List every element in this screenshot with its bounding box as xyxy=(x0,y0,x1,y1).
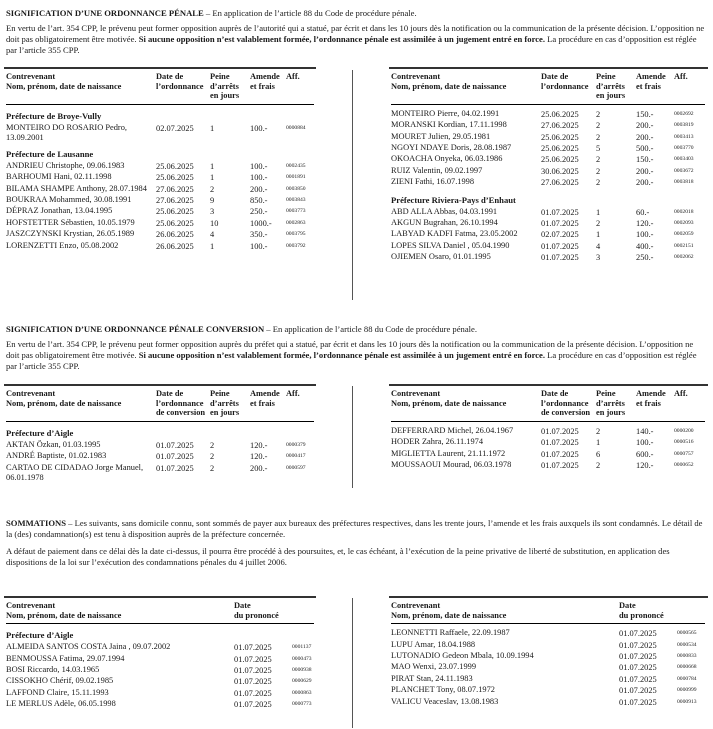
cell-amende: 100.- xyxy=(636,438,654,448)
table-row xyxy=(6,172,314,183)
cell-peine: 2 xyxy=(596,166,601,176)
cell-aff: 0000652 xyxy=(674,462,694,468)
cell-date: 01.07.2025 xyxy=(541,449,579,459)
cell-date: 25.06.2025 xyxy=(156,173,194,183)
header-amende: Amende et frais xyxy=(250,72,280,91)
cell-aff: 0000417 xyxy=(286,453,306,460)
section1-body-bold: Si aucune opposition n’est valablement formée, l’ordonnance pénale est assimilée à un jugement entré en force. xyxy=(138,34,546,44)
table-row xyxy=(391,449,705,460)
cell-amende: 350.- xyxy=(250,230,268,240)
cell-date: 25.06.2025 xyxy=(156,207,194,217)
cell-name: LEONNETTI Raffaele, 22.09.1987 xyxy=(391,628,510,638)
table-row xyxy=(6,229,314,240)
table-row xyxy=(6,654,314,665)
cell-amende: 60.- xyxy=(636,207,650,217)
cell-aff: 0000999 xyxy=(677,687,697,694)
cell-name: ANDRÉ Baptiste, 01.02.1983 xyxy=(6,451,107,461)
cell-peine: 2 xyxy=(596,426,601,436)
table-row xyxy=(391,685,705,696)
cell-date: 01.07.2025 xyxy=(234,688,272,698)
cell-peine: 2 xyxy=(210,452,215,462)
table-row xyxy=(6,642,314,653)
table-row xyxy=(391,229,705,240)
cell-peine: 1 xyxy=(596,207,601,217)
cell-aff: 0002062 xyxy=(674,254,694,261)
header-peine: Peine d’arrêts en jours xyxy=(596,389,626,418)
header-amende: Amende et frais xyxy=(250,389,280,408)
cell-peine: 2 xyxy=(596,121,601,131)
section3-left-rule xyxy=(4,596,316,598)
cell-date: 25.06.2025 xyxy=(156,218,194,228)
cell-date: 01.07.2025 xyxy=(541,219,579,229)
cell-date: 01.07.2025 xyxy=(234,654,272,664)
cell-amende: 100.- xyxy=(250,161,268,171)
table-row xyxy=(391,132,705,143)
cell-name: HOFSTETTER Sébastien, 10.05.1979 xyxy=(6,217,135,227)
cell-peine: 2 xyxy=(210,440,215,450)
cell-peine: 1 xyxy=(596,438,601,448)
cell-amende: 600.- xyxy=(636,449,654,459)
cell-aff: 0003843 xyxy=(286,197,306,203)
cell-peine: 3 xyxy=(210,207,215,217)
cell-name: VALICU Veaceslav, 13.08.1983 xyxy=(391,696,499,706)
table-row xyxy=(391,166,705,177)
cell-name: MAO Wenxi, 23.07.1999 xyxy=(391,662,477,672)
cell-aff: 0000668 xyxy=(677,664,697,671)
cell-aff: 0003773 xyxy=(286,208,306,215)
cell-amende: 500.- xyxy=(636,144,654,153)
cell-aff: 0003403 xyxy=(674,156,694,163)
cell-name: AKTAN Özkan, 01.03.1995 xyxy=(6,439,101,449)
cell-name: BOSI Riccardo, 14.03.1965 xyxy=(6,665,100,674)
header-amende: Amende et frais xyxy=(636,72,666,91)
cell-name: CISSOKHO Chérif, 09.02.1985 xyxy=(6,676,114,686)
header-aff: Aff. xyxy=(674,389,688,398)
cell-name: DÉPRAZ Jonathan, 13.04.1995 xyxy=(6,206,113,216)
cell-peine: 2 xyxy=(596,155,601,165)
section3-body: A défaut de paiement dans ce délai dès la date ci-dessus, il pourra être procédé à des poursuites, et, le cas échéant, à l’exécution de la peine privative de liberté de substitution, en application des dispositions de la loi sur l’exécution des condamnations pénales du 4 juillet 2006. xyxy=(6,546,670,567)
cell-name: LOPES SILVA Daniel , 05.04.1990 xyxy=(391,240,510,250)
cell-aff: 0000833 xyxy=(677,653,697,659)
table-row xyxy=(391,252,705,263)
cell-name: HODER Zahra, 26.11.1974 xyxy=(391,437,484,447)
section2-right-table xyxy=(391,389,705,471)
section2-body xyxy=(6,339,706,372)
header-peine: Peine d’arrêts en jours xyxy=(210,389,240,418)
cell-name: MONTEIRO Pierre, 04.02.1991 xyxy=(391,108,500,118)
section1-column-divider xyxy=(352,70,353,300)
cell-aff: 0000863 xyxy=(292,689,312,696)
cell-peine: 2 xyxy=(596,178,601,188)
section2-title-line xyxy=(6,324,706,335)
table-row xyxy=(391,426,705,437)
table-row xyxy=(6,699,314,710)
table-body xyxy=(6,630,314,710)
cell-peine: 1 xyxy=(210,161,215,171)
cell-amende: 120.- xyxy=(250,452,268,462)
cell-aff: 0000784 xyxy=(677,675,697,682)
section1-body-tail: La procédure en cas d’opposition est réglée par l’article 355 CPP. xyxy=(6,34,697,55)
cell-aff: 0000516 xyxy=(674,439,694,446)
cell-peine: 2 xyxy=(596,461,601,470)
cell-aff: 0002093 xyxy=(674,220,694,227)
section1-body xyxy=(6,23,706,56)
cell-peine: 1 xyxy=(210,123,215,133)
cell-peine: 4 xyxy=(596,241,601,251)
header-date: Date de l’ordonnance de conversion xyxy=(156,389,206,418)
cell-amende: 850.- xyxy=(250,196,268,205)
cell-date: 01.07.2025 xyxy=(541,207,579,217)
cell-date: 01.07.2025 xyxy=(234,666,272,675)
cell-date: 01.07.2025 xyxy=(541,253,579,263)
prefecture-heading: Préfecture d’Aigle xyxy=(6,427,74,438)
cell-aff: 0003770 xyxy=(674,145,694,151)
header-date: Date de l’ordonnance de conversion xyxy=(541,389,591,418)
cell-name: PIRAT Stan, 24.11.1983 xyxy=(391,673,473,683)
header-peine: Peine d’arrêts en jours xyxy=(596,72,626,101)
cell-amende: 120.- xyxy=(250,440,268,450)
table-row xyxy=(391,154,705,165)
cell-name: JASZCZYNSKI Krystian, 26.05.1989 xyxy=(6,229,135,239)
table-row xyxy=(6,161,314,172)
cell-amende: 200.- xyxy=(636,166,654,176)
header-date: Date du prononcé xyxy=(619,601,664,620)
cell-amende: 250.- xyxy=(250,207,268,217)
table-header xyxy=(391,389,705,422)
cell-date: 02.07.2025 xyxy=(156,123,194,133)
table-row xyxy=(6,688,314,699)
cell-date: 26.06.2025 xyxy=(156,230,194,240)
cell-aff: 0003792 xyxy=(286,242,306,249)
cell-amende: 150.- xyxy=(636,155,654,165)
table-row xyxy=(391,241,705,252)
cell-amende: 120.- xyxy=(636,461,654,470)
cell-name: ABD ALLA Abbas, 04.03.1991 xyxy=(391,206,498,216)
cell-date: 01.07.2025 xyxy=(541,426,579,436)
cell-peine: 10 xyxy=(210,218,219,228)
cell-amende: 100.- xyxy=(250,123,268,133)
cell-aff: 0002059 xyxy=(674,231,694,238)
table-row xyxy=(6,123,314,143)
section2-right-rule xyxy=(389,384,708,386)
cell-aff: 0000379 xyxy=(286,441,306,448)
table-row xyxy=(391,640,705,651)
header-aff: Aff. xyxy=(286,389,300,398)
table-row xyxy=(6,218,314,229)
cell-aff: 0003413 xyxy=(674,133,694,140)
cell-name: BENMOUSSA Fatima, 29.07.1994 xyxy=(6,653,125,663)
cell-peine: 5 xyxy=(596,144,601,153)
prefecture-heading: Préfecture Riviera-Pays d’Enhaut xyxy=(391,194,516,205)
table-row xyxy=(6,184,314,195)
section3-title: SOMMATIONS xyxy=(6,518,67,528)
cell-peine: 1 xyxy=(596,230,601,240)
section3-column-divider xyxy=(352,598,353,728)
cell-name: ANDRIEU Christophe, 09.06.1983 xyxy=(6,160,125,170)
cell-date: 01.07.2025 xyxy=(234,700,272,710)
header-contrevenant: Contrevenant Nom, prénom, date de naissance xyxy=(391,389,507,408)
section2-intro: – En application de l’article 88 du Code de procédure pénale. xyxy=(264,324,478,334)
cell-aff: 0003672 xyxy=(674,167,694,174)
table-body xyxy=(6,111,314,252)
cell-name: AKGUN Bugrahan, 26.10.1994 xyxy=(391,218,498,228)
table-row xyxy=(6,676,314,687)
cell-aff: 0000565 xyxy=(677,630,697,637)
cell-date: 25.06.2025 xyxy=(541,155,579,165)
table-row xyxy=(6,241,314,252)
cell-date: 01.07.2025 xyxy=(619,674,657,684)
section1-right-table xyxy=(391,72,705,264)
table-row xyxy=(391,697,705,708)
cell-date: 25.06.2025 xyxy=(156,161,194,171)
cell-amende: 120.- xyxy=(636,219,654,229)
section2-title: SIGNIFICATION D’UNE ORDONNANCE PÉNALE CONVERSION xyxy=(6,324,265,334)
cell-name: LABYAD KADFI Fatma, 23.05.2002 xyxy=(391,229,518,239)
cell-aff: 0000773 xyxy=(292,701,312,708)
table-body xyxy=(391,422,705,472)
cell-date: 27.06.2025 xyxy=(156,184,194,194)
table-row xyxy=(6,440,314,451)
section2-left-table xyxy=(6,389,314,483)
cell-name: OKOACHA Onyeka, 06.03.1986 xyxy=(391,154,503,164)
section2-left-rule xyxy=(4,384,316,386)
cell-name: LUPU Amar, 18.04.1988 xyxy=(391,639,476,649)
section1-left-table xyxy=(6,72,314,252)
cell-name: BOUKRAA Mohammed, 30.08.1991 xyxy=(6,195,132,204)
table-row xyxy=(391,143,705,154)
section3-intro: – Les suivants, sans domicile connu, sont sommés de payer aux bureaux des préfectures respectives, dans les trente jours, l’amende et les frais auxquels ils sont condamnés. Le détail de la (des) condamnation(s) est tenu à disposition auprès de la préfecture concernée. xyxy=(6,518,703,539)
table-body xyxy=(391,105,705,264)
cell-date: 01.07.2025 xyxy=(541,438,579,448)
table-row xyxy=(6,451,314,462)
cell-name: LE MERLUS Adèle, 06.05.1998 xyxy=(6,699,116,709)
cell-date: 01.07.2025 xyxy=(234,643,272,653)
section2-column-divider xyxy=(352,386,353,488)
cell-date: 02.07.2025 xyxy=(541,230,579,240)
cell-date: 01.07.2025 xyxy=(156,463,194,473)
header-peine: Peine d’arrêts en jours xyxy=(210,72,240,101)
section2-body-tail: La procédure en cas d’opposition est réglée par l’article 355 CPP. xyxy=(6,350,697,371)
cell-date: 25.06.2025 xyxy=(541,109,579,119)
cell-peine: 2 xyxy=(596,109,601,119)
cell-aff: 0001137 xyxy=(292,644,312,651)
table-row xyxy=(6,195,314,206)
prefecture-heading: Préfecture d’Aigle xyxy=(6,630,74,641)
cell-name: MOURET Julien, 29.05.1981 xyxy=(391,131,491,141)
cell-name: LAFFOND Claire, 15.11.1993 xyxy=(6,687,109,697)
table-body xyxy=(6,428,314,483)
cell-aff: 0000938 xyxy=(292,667,312,673)
cell-aff: 0002018 xyxy=(674,208,694,215)
cell-name: MOUSSAOUI Mourad, 06.03.1978 xyxy=(391,460,512,469)
cell-peine: 3 xyxy=(596,253,601,263)
cell-name: ZIENI Fathi, 16.07.1998 xyxy=(391,177,475,187)
cell-aff: 0000534 xyxy=(677,641,697,648)
section3-right-table xyxy=(391,601,705,708)
cell-aff: 0000884 xyxy=(286,124,306,131)
cell-peine: 4 xyxy=(210,230,215,240)
section2-body-bold: Si aucune opposition n’est valablement formée, l’ordonnance pénale est assimilée à un jugement entré en force. xyxy=(138,350,546,360)
cell-date: 01.07.2025 xyxy=(619,652,657,661)
table-row xyxy=(391,120,705,131)
table-row xyxy=(6,665,314,676)
table-header xyxy=(6,72,314,105)
cell-date: 26.06.2025 xyxy=(156,241,194,251)
section3-intro-para xyxy=(6,518,706,540)
table-row xyxy=(391,109,705,120)
table-row xyxy=(6,206,314,217)
cell-aff: 0003819 xyxy=(674,122,694,129)
cell-amende: 400.- xyxy=(636,241,654,251)
cell-amende: 100.- xyxy=(636,230,654,240)
cell-date: 27.06.2025 xyxy=(541,178,579,188)
cell-name: MONTEIRO DO ROSARIO Pedro, 13.09.2001 xyxy=(6,122,127,142)
cell-date: 01.07.2025 xyxy=(619,686,657,696)
cell-peine: 1 xyxy=(210,241,215,251)
cell-date: 01.07.2025 xyxy=(619,697,657,707)
cell-name: NGOYI NDAYE Doris, 28.08.1987 xyxy=(391,143,512,152)
cell-aff: 0003850 xyxy=(286,185,306,192)
header-contrevenant: Contrevenant Nom, prénom, date de naissance xyxy=(6,389,122,408)
cell-aff: 0003795 xyxy=(286,231,306,238)
cell-name: PLANCHET Tony, 08.07.1972 xyxy=(391,685,495,695)
cell-date: 27.06.2025 xyxy=(156,196,194,205)
table-row xyxy=(391,218,705,229)
cell-aff: 0000629 xyxy=(292,678,312,685)
cell-aff: 0001891 xyxy=(286,174,306,181)
cell-aff: 0000200 xyxy=(674,427,694,434)
cell-peine: 2 xyxy=(210,463,215,473)
cell-name: OJIEMEN Osaro, 01.01.1995 xyxy=(391,252,491,262)
cell-date: 01.07.2025 xyxy=(156,452,194,462)
cell-aff: 0000913 xyxy=(677,698,697,705)
cell-aff: 0002863 xyxy=(286,219,306,226)
header-aff: Aff. xyxy=(674,72,688,81)
cell-aff: 0002151 xyxy=(674,242,694,249)
cell-date: 01.07.2025 xyxy=(541,241,579,251)
cell-amende: 150.- xyxy=(636,109,654,119)
cell-amende: 1000.- xyxy=(250,218,272,228)
cell-peine: 6 xyxy=(596,449,601,459)
cell-name: LORENZETTI Enzo, 05.08.2002 xyxy=(6,240,119,250)
cell-date: 01.07.2025 xyxy=(156,440,194,450)
cell-peine: 1 xyxy=(210,173,215,183)
table-header xyxy=(391,72,705,105)
table-header xyxy=(6,601,314,624)
table-row xyxy=(391,662,705,673)
table-row xyxy=(391,628,705,639)
cell-name: BARHOUMI Hani, 02.11.1998 xyxy=(6,172,112,182)
cell-aff: 0003818 xyxy=(674,179,694,186)
cell-peine: 2 xyxy=(596,219,601,229)
cell-amende: 100.- xyxy=(250,241,268,251)
cell-aff: 0002692 xyxy=(674,110,694,117)
prefecture-heading: Préfecture de Lausanne xyxy=(6,148,94,159)
header-date: Date du prononcé xyxy=(234,601,279,620)
cell-aff: 0000473 xyxy=(292,655,312,662)
cell-amende: 200.- xyxy=(636,132,654,142)
cell-name: LUTONADIO Gedeon Mbala, 10.09.1994 xyxy=(391,651,534,660)
cell-aff: 0000757 xyxy=(674,450,694,457)
cell-amende: 140.- xyxy=(636,426,654,436)
header-contrevenant: Contrevenant Nom, prénom, date de naissance xyxy=(6,601,122,620)
cell-amende: 200.- xyxy=(250,184,268,194)
cell-name: RUIZ Valentin, 09.02.1997 xyxy=(391,165,483,175)
table-row xyxy=(391,177,705,188)
cell-name: MIGLIETTA Laurent, 21.11.1972 xyxy=(391,448,506,458)
cell-name: CARTAO DE CIDADAO Jorge Manuel, 06.01.1978 xyxy=(6,462,144,482)
cell-amende: 200.- xyxy=(636,121,654,131)
section3-right-rule xyxy=(389,596,708,598)
table-row xyxy=(391,460,705,471)
cell-peine: 2 xyxy=(210,184,215,194)
header-date: Date de l’ordonnance xyxy=(541,72,589,91)
table-header xyxy=(391,601,705,624)
table-header xyxy=(6,389,314,422)
cell-amende: 250.- xyxy=(636,253,654,263)
cell-date: 01.07.2025 xyxy=(234,677,272,687)
table-row xyxy=(391,651,705,662)
cell-date: 27.06.2025 xyxy=(541,121,579,131)
cell-peine: 2 xyxy=(596,132,601,142)
cell-amende: 100.- xyxy=(250,173,268,183)
header-contrevenant: Contrevenant Nom, prénom, date de naissance xyxy=(391,601,507,620)
section1-body-text: En vertu de l’art. 354 CPP, le prévenu peut former opposition auprès de l’autorité qui a statué, par écrit et dans les 10 jours dès la notification ou la communication de la présente décision. L’opposition ne doit pas obligatoirement être motivée. xyxy=(6,23,705,44)
cell-name: MORANSKI Kordian, 17.11.1998 xyxy=(391,120,507,130)
table-row xyxy=(391,207,705,218)
cell-aff: 0000597 xyxy=(286,464,306,471)
header-aff: Aff. xyxy=(286,72,300,81)
cell-date: 25.06.2025 xyxy=(541,132,579,142)
header-amende: Amende et frais xyxy=(636,389,666,408)
section1-left-rule xyxy=(4,67,316,69)
cell-name: DEFFERRARD Michel, 26.04.1967 xyxy=(391,425,514,435)
cell-date: 01.07.2025 xyxy=(619,640,657,650)
table-row xyxy=(391,437,705,448)
cell-date: 01.07.2025 xyxy=(619,663,657,673)
section1-title-line xyxy=(6,8,706,19)
cell-date: 30.06.2025 xyxy=(541,166,579,176)
prefecture-heading: Préfecture de Broye-Vully xyxy=(6,110,102,121)
header-contrevenant: Contrevenant Nom, prénom, date de naissance xyxy=(6,72,122,91)
cell-peine: 9 xyxy=(210,196,215,205)
cell-name: BILAMA SHAMPE Anthony, 28.07.1984 xyxy=(6,183,147,193)
cell-amende: 200.- xyxy=(636,178,654,188)
table-body xyxy=(391,624,705,708)
section1-title: SIGNIFICATION D’UNE ORDONNANCE PÉNALE xyxy=(6,8,204,18)
section1-right-rule xyxy=(389,67,708,69)
section1-intro: – En application de l’article 88 du Code de procédure pénale. xyxy=(203,8,417,18)
table-row xyxy=(6,463,314,483)
table-row xyxy=(391,674,705,685)
cell-name: ALMEIDA SANTOS COSTA Jaina , 09.07.2002 xyxy=(6,642,171,652)
section2-body-text: En vertu de l’art. 354 CPP, le prévenu peut former opposition auprès du préfet qui a statué, par écrit et dans les 10 jours dès la notification ou la communication de la présente décision. L’opposition ne doit pas obligatoirement être motivée. xyxy=(6,339,694,360)
cell-date: 01.07.2025 xyxy=(541,461,579,470)
header-date: Date de l’ordonnance xyxy=(156,72,204,91)
section3-left-table xyxy=(6,601,314,711)
cell-date: 25.06.2025 xyxy=(541,144,579,153)
cell-amende: 200.- xyxy=(250,463,268,473)
header-contrevenant: Contrevenant Nom, prénom, date de naissance xyxy=(391,72,507,91)
cell-aff: 0002435 xyxy=(286,162,306,169)
cell-date: 01.07.2025 xyxy=(619,629,657,639)
